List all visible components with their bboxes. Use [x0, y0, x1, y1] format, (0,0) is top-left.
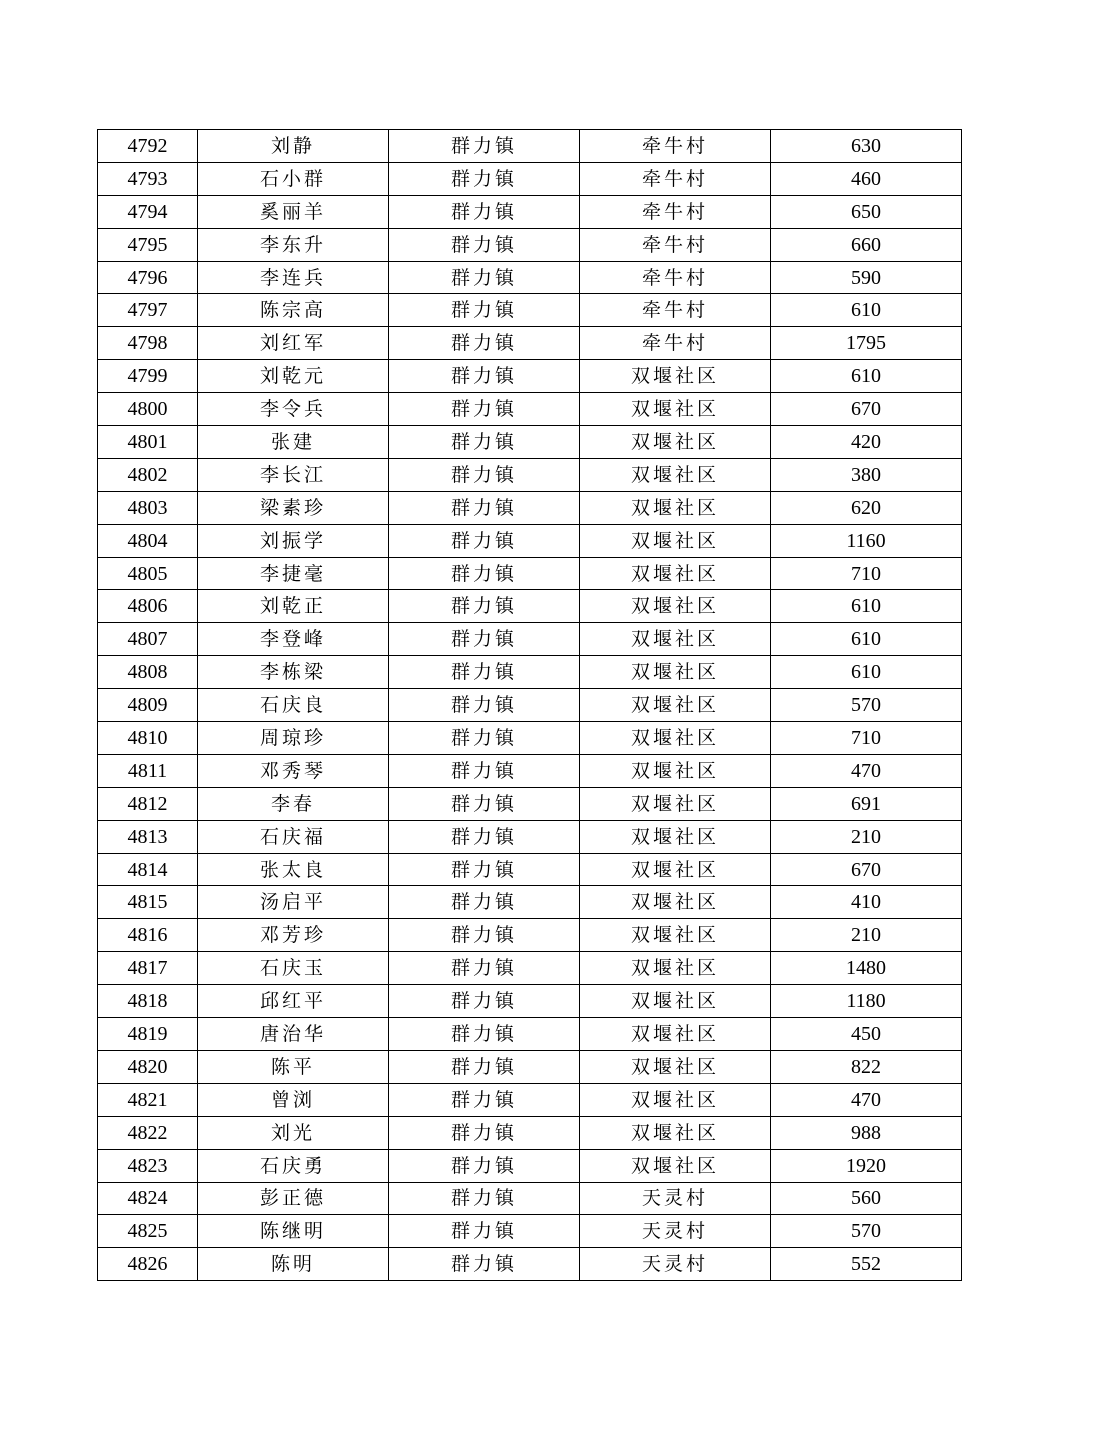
name-cell: 李捷毫 — [198, 557, 389, 590]
village-cell: 天灵村 — [580, 1182, 771, 1215]
amount-cell: 1180 — [771, 985, 962, 1018]
row-number-cell: 4824 — [98, 1182, 198, 1215]
table-row — [98, 327, 962, 360]
table-row — [98, 820, 962, 853]
table-row — [98, 787, 962, 820]
name-cell: 张太良 — [198, 853, 389, 886]
amount-cell: 1160 — [771, 524, 962, 557]
town-cell: 群力镇 — [389, 557, 580, 590]
village-cell: 双堰社区 — [580, 656, 771, 689]
village-cell: 双堰社区 — [580, 689, 771, 722]
amount-cell: 670 — [771, 853, 962, 886]
name-cell: 李东升 — [198, 228, 389, 261]
village-cell: 牵牛村 — [580, 162, 771, 195]
table-row — [98, 426, 962, 459]
town-cell: 群力镇 — [389, 820, 580, 853]
row-number-cell: 4822 — [98, 1116, 198, 1149]
town-cell: 群力镇 — [389, 623, 580, 656]
name-cell: 刘红军 — [198, 327, 389, 360]
village-cell: 双堰社区 — [580, 1018, 771, 1051]
table-row — [98, 393, 962, 426]
village-cell: 牵牛村 — [580, 195, 771, 228]
row-number-cell: 4804 — [98, 524, 198, 557]
village-cell: 双堰社区 — [580, 985, 771, 1018]
name-cell: 李长江 — [198, 458, 389, 491]
amount-cell: 1480 — [771, 952, 962, 985]
amount-cell: 552 — [771, 1248, 962, 1281]
row-number-cell: 4814 — [98, 853, 198, 886]
name-cell: 邓秀琴 — [198, 754, 389, 787]
town-cell: 群力镇 — [389, 853, 580, 886]
row-number-cell: 4806 — [98, 590, 198, 623]
village-cell: 双堰社区 — [580, 1050, 771, 1083]
table-row — [98, 1215, 962, 1248]
amount-cell: 660 — [771, 228, 962, 261]
row-number-cell: 4803 — [98, 491, 198, 524]
amount-cell: 610 — [771, 623, 962, 656]
town-cell: 群力镇 — [389, 787, 580, 820]
town-cell: 群力镇 — [389, 1018, 580, 1051]
row-number-cell: 4796 — [98, 261, 198, 294]
row-number-cell: 4798 — [98, 327, 198, 360]
village-cell: 双堰社区 — [580, 458, 771, 491]
town-cell: 群力镇 — [389, 1050, 580, 1083]
name-cell: 周琼珍 — [198, 722, 389, 755]
village-cell: 牵牛村 — [580, 327, 771, 360]
amount-cell: 670 — [771, 393, 962, 426]
town-cell: 群力镇 — [389, 228, 580, 261]
table-row — [98, 590, 962, 623]
name-cell: 石庆玉 — [198, 952, 389, 985]
village-cell: 双堰社区 — [580, 722, 771, 755]
table-row — [98, 261, 962, 294]
town-cell: 群力镇 — [389, 130, 580, 163]
amount-cell: 710 — [771, 722, 962, 755]
name-cell: 刘乾正 — [198, 590, 389, 623]
amount-cell: 630 — [771, 130, 962, 163]
table-row — [98, 1248, 962, 1281]
town-cell: 群力镇 — [389, 1215, 580, 1248]
town-cell: 群力镇 — [389, 393, 580, 426]
row-number-cell: 4826 — [98, 1248, 198, 1281]
table-row — [98, 623, 962, 656]
amount-cell: 210 — [771, 919, 962, 952]
amount-cell: 1795 — [771, 327, 962, 360]
row-number-cell: 4817 — [98, 952, 198, 985]
name-cell: 彭正德 — [198, 1182, 389, 1215]
name-cell: 陈平 — [198, 1050, 389, 1083]
row-number-cell: 4808 — [98, 656, 198, 689]
town-cell: 群力镇 — [389, 1149, 580, 1182]
amount-cell: 450 — [771, 1018, 962, 1051]
village-cell: 双堰社区 — [580, 557, 771, 590]
amount-cell: 470 — [771, 1083, 962, 1116]
name-cell: 汤启平 — [198, 886, 389, 919]
row-number-cell: 4810 — [98, 722, 198, 755]
amount-cell: 420 — [771, 426, 962, 459]
table-row — [98, 919, 962, 952]
village-cell: 双堰社区 — [580, 820, 771, 853]
town-cell: 群力镇 — [389, 886, 580, 919]
table-row — [98, 689, 962, 722]
village-cell: 双堰社区 — [580, 919, 771, 952]
town-cell: 群力镇 — [389, 754, 580, 787]
row-number-cell: 4800 — [98, 393, 198, 426]
name-cell: 梁素珍 — [198, 491, 389, 524]
row-number-cell: 4813 — [98, 820, 198, 853]
village-cell: 双堰社区 — [580, 590, 771, 623]
row-number-cell: 4823 — [98, 1149, 198, 1182]
village-cell: 双堰社区 — [580, 393, 771, 426]
village-cell: 牵牛村 — [580, 261, 771, 294]
village-cell: 牵牛村 — [580, 228, 771, 261]
town-cell: 群力镇 — [389, 195, 580, 228]
village-cell: 牵牛村 — [580, 130, 771, 163]
amount-cell: 570 — [771, 689, 962, 722]
table-row — [98, 1018, 962, 1051]
name-cell: 李连兵 — [198, 261, 389, 294]
data-table — [97, 129, 962, 1281]
amount-cell: 620 — [771, 491, 962, 524]
town-cell: 群力镇 — [389, 261, 580, 294]
row-number-cell: 4812 — [98, 787, 198, 820]
village-cell: 双堰社区 — [580, 886, 771, 919]
name-cell: 刘乾元 — [198, 360, 389, 393]
town-cell: 群力镇 — [389, 524, 580, 557]
table-row — [98, 722, 962, 755]
table-row — [98, 1050, 962, 1083]
village-cell: 双堰社区 — [580, 360, 771, 393]
table-row — [98, 1116, 962, 1149]
town-cell: 群力镇 — [389, 1116, 580, 1149]
amount-cell: 560 — [771, 1182, 962, 1215]
row-number-cell: 4809 — [98, 689, 198, 722]
name-cell: 石庆勇 — [198, 1149, 389, 1182]
village-cell: 双堰社区 — [580, 1083, 771, 1116]
amount-cell: 380 — [771, 458, 962, 491]
table-row — [98, 1083, 962, 1116]
table-row — [98, 1182, 962, 1215]
village-cell: 双堰社区 — [580, 426, 771, 459]
town-cell: 群力镇 — [389, 426, 580, 459]
amount-cell: 570 — [771, 1215, 962, 1248]
amount-cell: 691 — [771, 787, 962, 820]
amount-cell: 470 — [771, 754, 962, 787]
amount-cell: 610 — [771, 294, 962, 327]
town-cell: 群力镇 — [389, 722, 580, 755]
row-number-cell: 4805 — [98, 557, 198, 590]
row-number-cell: 4801 — [98, 426, 198, 459]
row-number-cell: 4825 — [98, 1215, 198, 1248]
row-number-cell: 4816 — [98, 919, 198, 952]
name-cell: 李春 — [198, 787, 389, 820]
row-number-cell: 4807 — [98, 623, 198, 656]
name-cell: 奚丽羊 — [198, 195, 389, 228]
town-cell: 群力镇 — [389, 656, 580, 689]
table-row — [98, 294, 962, 327]
amount-cell: 1920 — [771, 1149, 962, 1182]
amount-cell: 610 — [771, 360, 962, 393]
row-number-cell: 4797 — [98, 294, 198, 327]
town-cell: 群力镇 — [389, 491, 580, 524]
town-cell: 群力镇 — [389, 327, 580, 360]
village-cell: 双堰社区 — [580, 524, 771, 557]
town-cell: 群力镇 — [389, 1182, 580, 1215]
town-cell: 群力镇 — [389, 1083, 580, 1116]
village-cell: 天灵村 — [580, 1248, 771, 1281]
name-cell: 李栋梁 — [198, 656, 389, 689]
amount-cell: 822 — [771, 1050, 962, 1083]
town-cell: 群力镇 — [389, 294, 580, 327]
village-cell: 双堰社区 — [580, 787, 771, 820]
name-cell: 李登峰 — [198, 623, 389, 656]
name-cell: 石庆良 — [198, 689, 389, 722]
table-row — [98, 853, 962, 886]
row-number-cell: 4794 — [98, 195, 198, 228]
table-row — [98, 952, 962, 985]
amount-cell: 590 — [771, 261, 962, 294]
table-row — [98, 985, 962, 1018]
name-cell: 张建 — [198, 426, 389, 459]
name-cell: 邱红平 — [198, 985, 389, 1018]
table-row — [98, 458, 962, 491]
town-cell: 群力镇 — [389, 985, 580, 1018]
name-cell: 刘光 — [198, 1116, 389, 1149]
row-number-cell: 4792 — [98, 130, 198, 163]
village-cell: 双堰社区 — [580, 1116, 771, 1149]
row-number-cell: 4815 — [98, 886, 198, 919]
name-cell: 石庆福 — [198, 820, 389, 853]
row-number-cell: 4821 — [98, 1083, 198, 1116]
name-cell: 刘静 — [198, 130, 389, 163]
name-cell: 陈明 — [198, 1248, 389, 1281]
row-number-cell: 4802 — [98, 458, 198, 491]
table-row — [98, 228, 962, 261]
village-cell: 双堰社区 — [580, 952, 771, 985]
town-cell: 群力镇 — [389, 590, 580, 623]
name-cell: 邓芳珍 — [198, 919, 389, 952]
table-row — [98, 360, 962, 393]
row-number-cell: 4811 — [98, 754, 198, 787]
town-cell: 群力镇 — [389, 1248, 580, 1281]
village-cell: 双堰社区 — [580, 853, 771, 886]
row-number-cell: 4793 — [98, 162, 198, 195]
amount-cell: 610 — [771, 590, 962, 623]
table-row — [98, 886, 962, 919]
amount-cell: 210 — [771, 820, 962, 853]
village-cell: 双堰社区 — [580, 491, 771, 524]
table-row — [98, 162, 962, 195]
table-row — [98, 656, 962, 689]
name-cell: 陈继明 — [198, 1215, 389, 1248]
row-number-cell: 4819 — [98, 1018, 198, 1051]
village-cell: 天灵村 — [580, 1215, 771, 1248]
amount-cell: 610 — [771, 656, 962, 689]
town-cell: 群力镇 — [389, 952, 580, 985]
row-number-cell: 4799 — [98, 360, 198, 393]
name-cell: 唐治华 — [198, 1018, 389, 1051]
name-cell: 石小群 — [198, 162, 389, 195]
table-row — [98, 557, 962, 590]
table-row — [98, 491, 962, 524]
town-cell: 群力镇 — [389, 458, 580, 491]
table-row — [98, 1149, 962, 1182]
village-cell: 双堰社区 — [580, 1149, 771, 1182]
village-cell: 牵牛村 — [580, 294, 771, 327]
name-cell: 刘振学 — [198, 524, 389, 557]
village-cell: 双堰社区 — [580, 754, 771, 787]
amount-cell: 460 — [771, 162, 962, 195]
amount-cell: 988 — [771, 1116, 962, 1149]
town-cell: 群力镇 — [389, 360, 580, 393]
town-cell: 群力镇 — [389, 689, 580, 722]
amount-cell: 710 — [771, 557, 962, 590]
village-cell: 双堰社区 — [580, 623, 771, 656]
row-number-cell: 4795 — [98, 228, 198, 261]
amount-cell: 650 — [771, 195, 962, 228]
town-cell: 群力镇 — [389, 162, 580, 195]
name-cell: 李令兵 — [198, 393, 389, 426]
table-row — [98, 130, 962, 163]
row-number-cell: 4820 — [98, 1050, 198, 1083]
table-row — [98, 754, 962, 787]
name-cell: 曾浏 — [198, 1083, 389, 1116]
table-row — [98, 195, 962, 228]
table-body — [98, 130, 962, 1281]
name-cell: 陈宗高 — [198, 294, 389, 327]
amount-cell: 410 — [771, 886, 962, 919]
town-cell: 群力镇 — [389, 919, 580, 952]
row-number-cell: 4818 — [98, 985, 198, 1018]
table-row — [98, 524, 962, 557]
